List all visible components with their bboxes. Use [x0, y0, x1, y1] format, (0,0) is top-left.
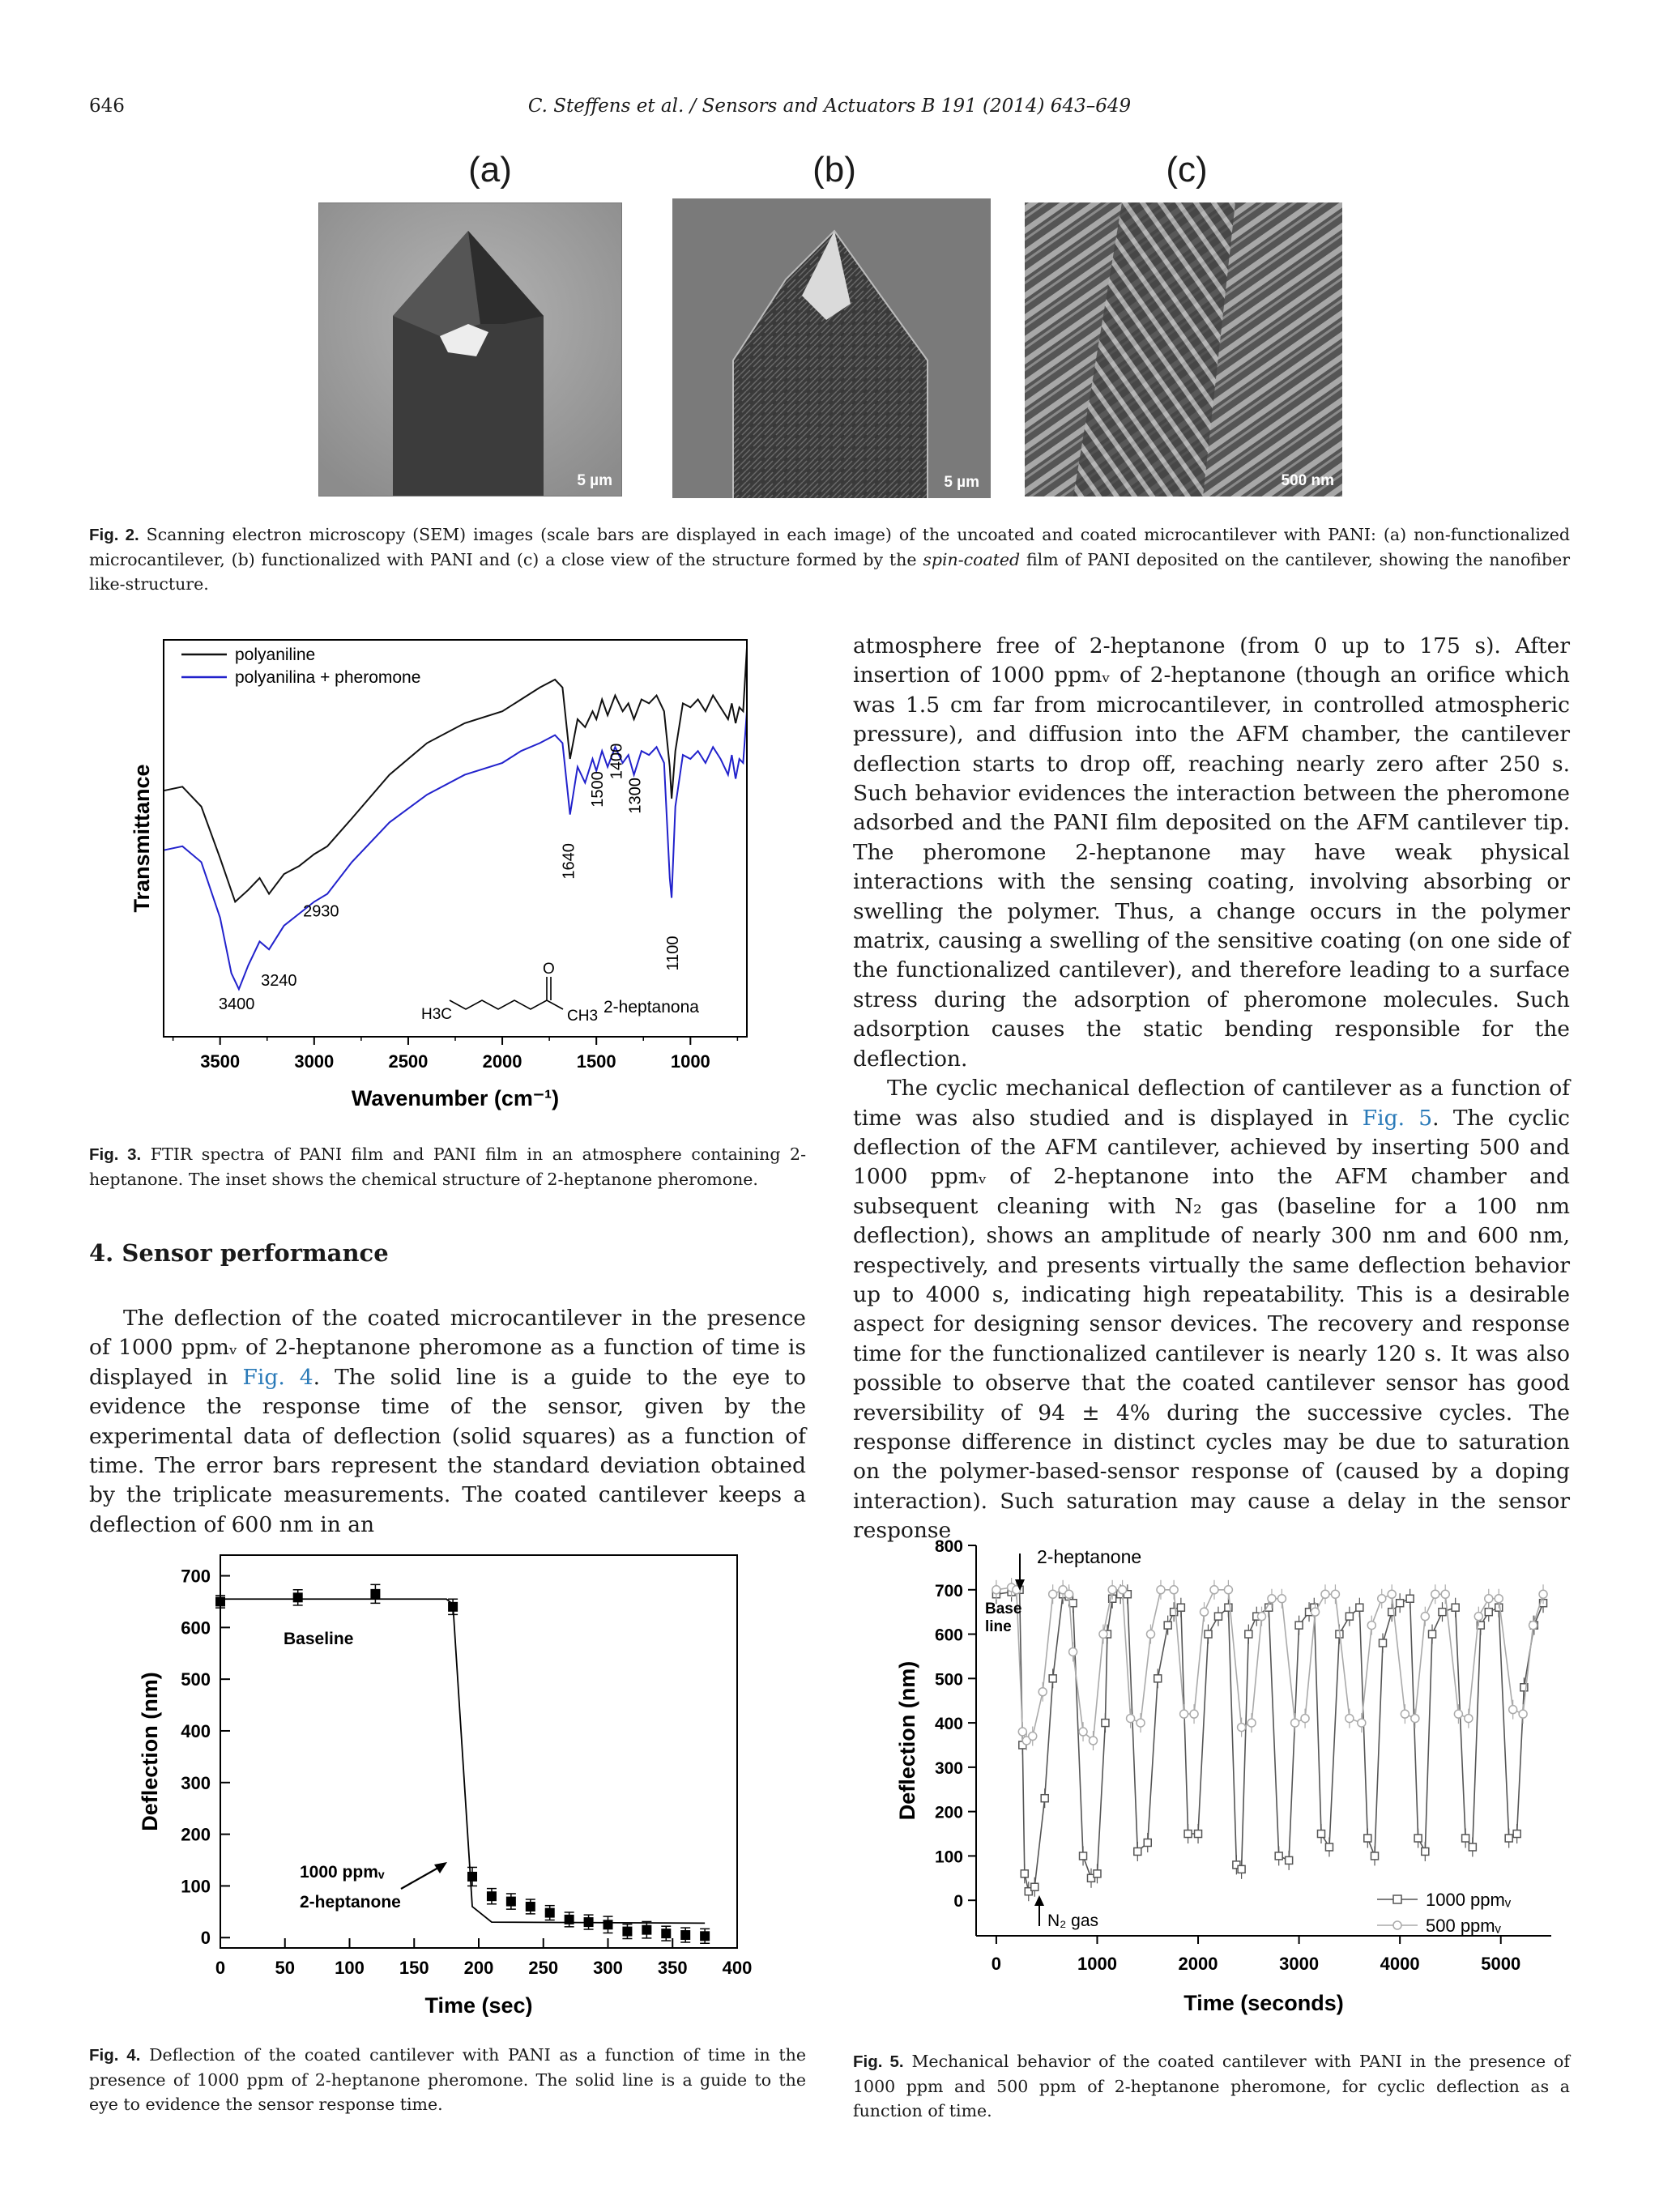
fig5-marker-500 [1539, 1590, 1547, 1598]
fig5-annot-base: Base [985, 1600, 1022, 1617]
fig5-marker-500 [1127, 1715, 1135, 1723]
fig3-series-line-1 [164, 711, 747, 989]
fig5-marker-500 [1529, 1622, 1537, 1630]
fig5-marker-500 [1495, 1595, 1503, 1603]
fig5-marker-500 [1137, 1719, 1145, 1727]
fig4-y-tick-label: 500 [181, 1669, 211, 1690]
fig5-marker-500 [1201, 1608, 1209, 1616]
fig5-marker-500 [1401, 1710, 1409, 1718]
fig3-ftir-chart [122, 624, 770, 1126]
fig3-peak-label-1400: 1400 [608, 743, 626, 780]
fig4-x-axis-label: Time (sec) [424, 1993, 533, 2017]
inset-h3c: H3C [421, 1006, 453, 1023]
fig5-marker-500 [1485, 1595, 1493, 1603]
fig3-x-tick-label: 1500 [576, 1051, 616, 1072]
fig3-peak-label-1640: 1640 [560, 843, 578, 880]
fig2-caption [89, 522, 1570, 596]
fig4-x-tick-label: 400 [722, 1958, 753, 1978]
fig5-marker-500 [1108, 1586, 1116, 1594]
fig5-marker-500 [1321, 1590, 1329, 1598]
fig5-x-tick-label: 4000 [1380, 1954, 1420, 1974]
fig4-data-point [506, 1897, 516, 1907]
fig5-marker-500 [1258, 1613, 1266, 1621]
fig5-marker-500 [1018, 1728, 1026, 1736]
fig5-marker-500 [1190, 1710, 1198, 1718]
fig4-data-point [467, 1872, 477, 1882]
fig5-link[interactable]: Fig. 5 [1362, 1105, 1433, 1131]
fig4-x-tick-label: 100 [335, 1958, 365, 1978]
fig3-peak-label-1500: 1500 [589, 771, 608, 808]
fig4-data-point [545, 1908, 555, 1918]
inset-compound-name: 2-heptanona [603, 998, 699, 1016]
fig5-y-tick-label: 500 [934, 1670, 963, 1690]
fig5-y-tick-label: 700 [934, 1581, 963, 1600]
fig4-data-point [622, 1927, 632, 1937]
fig5-marker-500 [992, 1586, 1000, 1594]
fig5-marker-1000 [1069, 1600, 1077, 1607]
fig4-y-tick-label: 0 [200, 1928, 211, 1949]
fig4-data-point [584, 1917, 594, 1927]
fig5-marker-1000 [1094, 1870, 1101, 1877]
fig4-y-axis-label: Deflection (nm) [138, 1672, 162, 1831]
fig5-marker-1000 [1414, 1835, 1422, 1842]
fig3-legend-label-0: polyaniline [235, 646, 316, 664]
sem-image-a [318, 202, 622, 497]
fig5-marker-500 [1465, 1715, 1473, 1723]
fig5-marker-500 [1157, 1586, 1165, 1594]
right-p2-a: The cyclic mechanical deflection of cantilever as a function of time was also studied and is displayed in [853, 1076, 1570, 1131]
scale-bar-b: 5 µm [944, 474, 979, 491]
fig5-marker-500 [1069, 1647, 1077, 1656]
fig5-marker-500 [1388, 1590, 1396, 1598]
fig5-marker-500 [1291, 1719, 1299, 1727]
fig4-data-point [526, 1902, 535, 1912]
fig4-data-point [680, 1930, 690, 1940]
fig5-marker-1000 [1452, 1604, 1459, 1611]
fig5-marker-1000 [1364, 1835, 1371, 1842]
fig5-marker-1000 [1513, 1831, 1520, 1838]
fig5-marker-500 [1358, 1719, 1366, 1727]
fig5-legend-marker-1 [1393, 1921, 1401, 1929]
fig5-marker-500 [1099, 1630, 1107, 1639]
fig4-data-point [487, 1891, 497, 1901]
fig5-y-tick-label: 0 [953, 1892, 963, 1912]
fig5-marker-500 [1210, 1586, 1218, 1594]
fig5-marker-500 [1301, 1715, 1309, 1723]
fig5-marker-500 [1238, 1724, 1246, 1732]
fig5-marker-500 [1367, 1622, 1375, 1630]
fig4-deflection-chart [122, 1539, 786, 2017]
fig2-caption-text-1: Scanning electron microscopy (SEM) images (scale bars are displayed in each image) of the uncoated and coated microcantilever with PANI: (a) non-functionalized microcantilever, (b) functionalized with PANI and (c) a close view of the structure formed by the [89, 525, 1570, 569]
fig5-marker-1000 [1134, 1848, 1141, 1855]
fig3-caption [89, 1142, 806, 1191]
fig5-marker-500 [1089, 1737, 1097, 1745]
fig4-x-tick-label: 150 [399, 1958, 429, 1978]
fig5-y-tick-label: 100 [934, 1848, 963, 1867]
fig5-marker-1000 [1205, 1630, 1212, 1638]
fig5-legend-label-0: 1000 ppmᵥ [1426, 1890, 1511, 1910]
fig5-marker-500 [1029, 1733, 1037, 1741]
fig3-peak-label-1100: 1100 [664, 936, 683, 971]
fig3-peak-label-1300: 1300 [626, 778, 645, 814]
fig4-data-point [565, 1915, 574, 1924]
fig5-marker-1000 [1286, 1856, 1293, 1864]
fig5-marker-500 [1431, 1590, 1439, 1598]
fig4-x-tick-label: 0 [215, 1958, 226, 1978]
section-4-heading: 4. Sensor performance [89, 1239, 389, 1267]
fig3-x-tick-label: 3000 [294, 1051, 335, 1072]
fig5-marker-500 [1311, 1608, 1320, 1616]
fig5-marker-1000 [1195, 1831, 1202, 1838]
fig5-marker-500 [1474, 1613, 1482, 1621]
fig5-caption-label: Fig. 5. [853, 2052, 904, 2071]
fig3-peak-label-3240: 3240 [261, 972, 297, 991]
fig5-marker-1000 [1184, 1831, 1192, 1838]
right-p1: atmosphere free of 2-heptanone (from 0 up to 175 s). After insertion of 1000 ppmᵥ of 2-heptanone (though an orifice which was 1.5 cm far from microcantilever, in controlled atmospheric pressure), and diffusion into the AFM chamber, the cantilever deflection starts to drop off, reaching nearly zero after 250 s. Such behavior evidences the interaction between the pheromone adsorbed and the PANI film deposited on the AFM cantilever tip. The pheromone 2-heptanone may have weak physical interactions with the sensing coating, involving absorbing or swelling the polymer. Thus, a change occurs in the polymer matrix, causing a swelling of the sensitive coating (on one side of the functionalized cantilever), and therefore leading to a surface stress during the adsorption of pheromone molecules. Such adsorption causes the static bending responsible for the deflection. [853, 633, 1570, 1072]
fig5-y-tick-label: 200 [934, 1803, 963, 1822]
fig5-marker-500 [1119, 1586, 1127, 1594]
sem-image-b [672, 198, 991, 498]
fig5-marker-500 [1346, 1715, 1354, 1723]
fig5-x-tick-label: 1000 [1077, 1954, 1117, 1974]
fig5-marker-1000 [1469, 1843, 1476, 1851]
fig2-caption-italic: spin-coated [923, 550, 1021, 569]
fig4-x-tick-label: 350 [657, 1958, 688, 1978]
fig5-marker-1000 [1346, 1613, 1353, 1620]
left-p1-b: . The solid line is a guide to the eye to evidence the response time of the sensor, given by the experimental data of deflection (solid squares) as a function of time. The error bars represent the standard deviation obtained by the triplicate measurements. The coated cantilever keeps a deflection of 600 nm in an [89, 1364, 806, 1537]
fig3-inset-structure [421, 961, 699, 1025]
fig5-marker-500 [1038, 1688, 1047, 1696]
fig4-annot-heptanone: 2-heptanone [300, 1893, 401, 1912]
fig5-marker-1000 [1462, 1835, 1469, 1842]
fig5-marker-1000 [1245, 1630, 1252, 1638]
fig5-marker-500 [1268, 1595, 1276, 1603]
left-p1-a: The deflection of the coated microcantilever in the presence of 1000 ppmᵥ of 2-heptanone pheromone as a function of time is displayed in [89, 1306, 806, 1390]
fig4-data-point [448, 1602, 458, 1612]
fig5-marker-500 [1277, 1595, 1286, 1603]
fig5-marker-1000 [1429, 1630, 1436, 1638]
fig4-link[interactable]: Fig. 4 [242, 1364, 313, 1390]
fig5-marker-500 [1224, 1586, 1232, 1594]
fig5-legend-marker-0 [1393, 1895, 1401, 1903]
fig5-y-axis-label: Deflection (nm) [895, 1660, 919, 1821]
fig4-annot-arrowhead [434, 1862, 447, 1873]
fig3-peak-label-3400: 3400 [218, 995, 255, 1014]
fig4-data-point [642, 1925, 651, 1935]
fig5-marker-1000 [1505, 1835, 1512, 1842]
fig5-marker-1000 [1371, 1852, 1379, 1860]
fig5-marker-1000 [1041, 1795, 1048, 1802]
fig2-panel-c-label: (c) [1166, 150, 1208, 190]
fig5-marker-1000 [1406, 1595, 1414, 1602]
fig3-x-tick-label: 2000 [482, 1051, 522, 1072]
fig5-marker-1000 [1439, 1609, 1446, 1616]
left-column-text [89, 1304, 806, 1540]
fig5-marker-1000 [1154, 1675, 1162, 1682]
fig5-marker-500 [1146, 1630, 1154, 1639]
fig5-marker-500 [1065, 1590, 1073, 1598]
fig5-y-tick-label: 400 [934, 1715, 963, 1734]
right-p2-b: . The cyclic deflection of the AFM cantilever, achieved by inserting 500 and 1000 ppmᵥ of 2-heptanone into the AFM chamber and subsequent cleaning with N₂ gas (baseline for a 100 nm deflection), shows an amplitude of nearly 300 nm and 600 nm, respectively, and presents virtually the same deflection behavior up to 4000 s, indicating high repeatability. This is a desirable aspect for designing sensor devices. The recovery and response time for the functionalized cantilever is nearly 120 s. It was also possible to observe that the coated cantilever sensor has good reversibility of 94 ± 4% during the successive cycles. The response difference in distinct cycles may be due to saturation on the polymer-based-sensor response of (caused by a doping interaction). Such saturation may cause a delay in the sensor response [853, 1105, 1570, 1544]
fig4-caption [89, 2043, 806, 2116]
fig3-frame [164, 640, 747, 1037]
fig5-marker-1000 [1214, 1613, 1222, 1620]
fig5-marker-1000 [1164, 1622, 1171, 1629]
fig5-series-line-0 [996, 1590, 1543, 1891]
fig5-marker-1000 [1397, 1600, 1404, 1607]
fig3-x-tick-label: 2500 [388, 1051, 429, 1072]
fig2-caption-label: Fig. 2. [89, 526, 139, 544]
fig5-marker-500 [1441, 1590, 1449, 1598]
fig5-y-tick-label: 600 [934, 1626, 963, 1645]
fig4-caption-label: Fig. 4. [89, 2046, 141, 2065]
fig5-marker-500 [1049, 1590, 1057, 1598]
fig4-x-tick-label: 250 [528, 1958, 559, 1978]
fig4-caption-text: Deflection of the coated cantilever with PANI as a function of time in the presence of 1000 ppm of 2-heptanone pheromone. The solid line is a guide to the eye to evidence the sensor response time. [89, 2045, 806, 2114]
fig3-legend-label-1: polyanilina + pheromone [235, 668, 421, 687]
fig5-caption [853, 2049, 1570, 2123]
fig5-marker-500 [1247, 1719, 1256, 1727]
fig5-marker-500 [1170, 1586, 1178, 1594]
fig5-annot-line: line [985, 1618, 1012, 1635]
fig5-y-tick-label: 300 [934, 1758, 963, 1778]
fig4-y-tick-label: 100 [181, 1876, 211, 1897]
fig4-data-point [293, 1592, 303, 1602]
fig3-y-axis-label: Transmittance [130, 764, 154, 913]
running-title: C. Steffens et al. / Sensors and Actuators B 191 (2014) 643–649 [527, 96, 1132, 117]
fig5-marker-1000 [1021, 1870, 1028, 1877]
fig5-x-tick-label: 0 [991, 1954, 1002, 1974]
fig4-y-tick-label: 700 [181, 1566, 211, 1587]
fig3-caption-label: Fig. 3. [89, 1145, 142, 1164]
fig5-marker-1000 [1485, 1609, 1492, 1616]
fig3-x-axis-label: Wavenumber (cm⁻¹) [351, 1086, 560, 1110]
fig3-x-tick-label: 1000 [670, 1051, 710, 1072]
fig3-caption-text: FTIR spectra of PANI film and PANI film in an atmosphere containing 2-heptanone. The inset shows the chemical structure of 2-heptanone pheromone. [89, 1144, 806, 1189]
fig4-annot-ppm: 1000 ppmᵥ [300, 1863, 385, 1882]
fig4-data-point [661, 1929, 671, 1938]
fig4-x-tick-label: 50 [275, 1958, 295, 1978]
fig5-annot-heptanone: 2-heptanone [1037, 1546, 1142, 1567]
fig5-marker-1000 [1325, 1843, 1333, 1851]
inset-ch3: CH3 [567, 1008, 599, 1025]
sem-image-c [1025, 202, 1342, 497]
inset-oxygen: O [543, 961, 555, 978]
fig4-y-tick-label: 300 [181, 1772, 211, 1793]
fig2-panel-a-label: (a) [468, 150, 512, 190]
fig5-marker-1000 [1318, 1831, 1325, 1838]
fig3-peak-label-2930: 2930 [303, 902, 339, 921]
fig4-data-point [370, 1589, 380, 1599]
fig5-marker-1000 [1177, 1604, 1184, 1611]
fig5-marker-1000 [1356, 1604, 1363, 1611]
fig5-marker-1000 [1379, 1639, 1386, 1647]
fig5-cyclic-chart [891, 1531, 1572, 2033]
fig5-marker-1000 [1144, 1839, 1151, 1846]
fig5-marker-500 [1180, 1710, 1188, 1718]
fig5-marker-500 [1079, 1728, 1087, 1736]
page-number: 646 [89, 96, 125, 117]
scale-bar-a: 5 µm [577, 472, 612, 489]
fig5-legend-label-1: 500 ppmᵥ [1426, 1916, 1501, 1936]
fig4-data-point [700, 1931, 710, 1941]
fig4-frame [220, 1555, 737, 1948]
fig5-marker-500 [1411, 1715, 1419, 1723]
fig5-arrowhead-n2 [1034, 1895, 1044, 1906]
fig5-annot-n2: N₂ gas [1047, 1912, 1099, 1930]
fig5-x-tick-label: 3000 [1279, 1954, 1320, 1974]
fig4-y-tick-label: 600 [181, 1617, 211, 1639]
fig5-marker-1000 [1238, 1865, 1245, 1873]
fig5-x-tick-label: 5000 [1481, 1954, 1521, 1974]
fig2-caption-text-2: film of PANI deposited on the cantilever, showing the nanofiber like-structure. [89, 550, 1570, 594]
fig4-annot-baseline: Baseline [284, 1630, 354, 1648]
fig4-x-tick-label: 300 [593, 1958, 623, 1978]
fig5-marker-1000 [1275, 1852, 1282, 1860]
fig5-marker-500 [1454, 1710, 1462, 1718]
fig5-marker-500 [1331, 1590, 1339, 1598]
fig5-marker-1000 [1295, 1622, 1303, 1629]
fig5-marker-500 [1378, 1595, 1386, 1603]
fig4-x-tick-label: 200 [463, 1958, 494, 1978]
fig5-marker-500 [1421, 1613, 1429, 1621]
fig4-y-tick-label: 400 [181, 1720, 211, 1741]
fig5-y-tick-label: 800 [934, 1537, 963, 1556]
scale-bar-c: 500 nm [1281, 472, 1334, 489]
right-column-text [853, 632, 1570, 1546]
fig5-marker-500 [1509, 1706, 1517, 1714]
fig5-x-axis-label: Time (seconds) [1183, 1991, 1344, 2015]
fig4-y-tick-label: 200 [181, 1824, 211, 1845]
fig2-panel-b-label: (b) [812, 150, 856, 190]
fig4-data-point [603, 1920, 613, 1929]
fig5-marker-1000 [1031, 1883, 1038, 1890]
fig5-marker-1000 [1080, 1852, 1087, 1860]
fig5-marker-500 [1519, 1710, 1527, 1718]
fig5-marker-1000 [1102, 1720, 1109, 1727]
fig5-marker-1000 [1422, 1848, 1429, 1855]
fig5-caption-text: Mechanical behavior of the coated cantilever with PANI in the presence of 1000 ppm and 500 ppm of 2-heptanone pheromone, for cyclic deflection as a function of time. [853, 2052, 1570, 2120]
fig3-x-tick-label: 3500 [200, 1051, 241, 1072]
fig5-marker-1000 [1049, 1675, 1056, 1682]
fig5-x-tick-label: 2000 [1178, 1954, 1218, 1974]
